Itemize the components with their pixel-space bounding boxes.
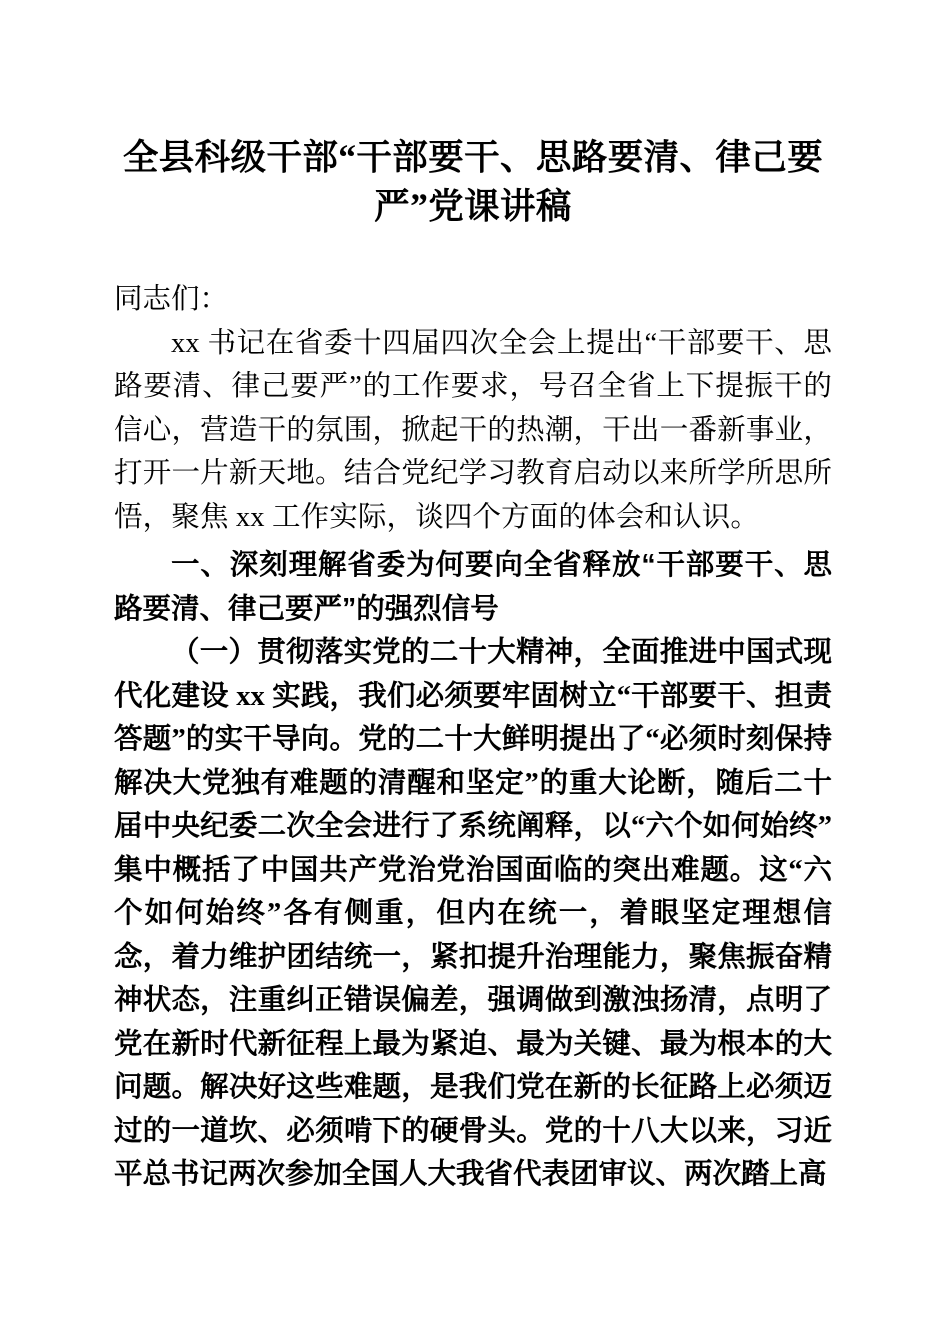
paragraph-intro: xx 书记在省委十四届四次全会上提出“干部要干、思路要清、律己要严”的工作要求，号召全省上下提振干的信心，营造干的氛围，掀起干的热潮，干出一番新事业，打开一片新天地。结合党纪学习教育启动以来所学所思所悟，聚焦 xx 工作实际，谈四个方面的体会和认识。 [114,327,832,533]
salutation: 同志们： [114,284,229,315]
page-title: 全县科级干部“干部要干、思路要清、律己要严”党课讲稿 [122,137,824,226]
document-body [114,0,832,1197]
section-heading-1: 一、深刻理解省委为何要向全省释放“干部要干、思路要清、律己要严”的强烈信号 [114,549,832,625]
paragraph-subsection-1: （一）贯彻落实党的二十大精神，全面推进中国式现代化建设 xx 实践，我们必须要牢固树立“干部要干、担责答题”的实干导向。党的二十大鲜明提出了“必须时刻保持解决大党独有难题的清醒和坚定”的重大论断，随后二十届中央纪委二次全会进行了系统阐释，以“六个如何始终”集中概括了中国共产党治党治国面临的突出难题。这“六个如何始终”各有侧重，但内在统一，着眼坚定理想信念，着力维护团结统一，紧扣提升治理能力，聚焦振奋精神状态，注重纠正错误偏差，强调做到激浊扬清，点明了党在新时代新征程上最为紧迫、最为关键、最为根本的大问题。解决好这些难题，是我们党在新的长征路上必须迈过的一道坎、必须啃下的硬骨头。党的十八大以来，习近平总书记两次参加全国人大我省代表团审议、两次踏上高 [114,637,832,1190]
